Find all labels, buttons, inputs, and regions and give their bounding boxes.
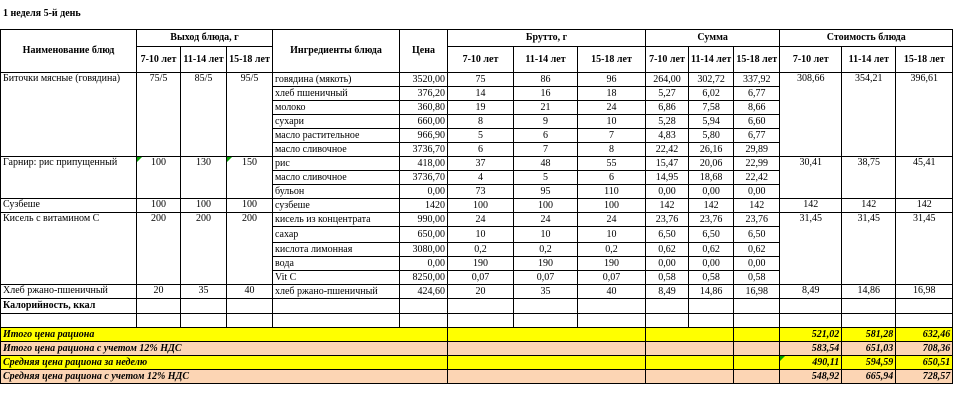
table-row [1, 213, 953, 227]
ingredient-price[interactable]: 424,60 [400, 285, 448, 299]
total-row [1, 356, 953, 370]
ingredient-sum[interactable]: 26,16 [689, 143, 734, 157]
ingredient-sum[interactable]: 6,50 [734, 227, 780, 243]
empty-cell[interactable] [448, 328, 646, 342]
empty-cell[interactable] [514, 314, 578, 328]
ingredient-brutto[interactable]: 10 [578, 115, 646, 129]
empty-cell[interactable] [646, 299, 689, 314]
ingredient-sum[interactable]: 23,76 [646, 213, 689, 227]
spacer-row [1, 314, 953, 328]
ingredient-sum[interactable]: 22,42 [734, 171, 780, 185]
ingredient-sum[interactable]: 5,27 [646, 87, 689, 101]
table-row [1, 73, 953, 87]
dish-output[interactable]: 100 [137, 157, 181, 199]
ingredient-brutto[interactable]: 6 [514, 129, 578, 143]
ingredient-brutto[interactable]: 14 [448, 87, 514, 101]
ingredient-brutto[interactable]: 5 [514, 171, 578, 185]
dish-cost[interactable]: 396,61 [896, 73, 953, 157]
empty-cell[interactable] [842, 299, 896, 314]
ingredient-price[interactable]: 418,00 [400, 157, 448, 171]
empty-cell[interactable] [273, 314, 400, 328]
empty-cell[interactable] [734, 314, 780, 328]
total-value[interactable]: 632,46 [896, 328, 953, 342]
empty-cell[interactable] [734, 342, 780, 356]
empty-cell[interactable] [734, 370, 780, 384]
ingredient-price[interactable]: 0,00 [400, 185, 448, 199]
header-row-2 [1, 47, 953, 73]
header-age-output[interactable]: 7-10 лет [137, 47, 181, 73]
empty-cell[interactable] [646, 314, 689, 328]
header-age-brutto[interactable]: 7-10 лет [448, 47, 514, 73]
ingredient-name[interactable]: хлеб ржано-пшеничный [273, 285, 400, 299]
ingredient-sum[interactable]: 8,66 [734, 101, 780, 115]
empty-cell[interactable] [734, 356, 780, 370]
header-age-cost[interactable]: 15-18 лет [896, 47, 953, 73]
ingredient-brutto[interactable]: 95 [514, 185, 578, 199]
dish-cost[interactable]: 142 [780, 199, 842, 213]
ingredient-price[interactable]: 3080,00 [400, 243, 448, 257]
ingredient-sum[interactable]: 0,62 [734, 243, 780, 257]
ingredient-sum[interactable]: 0,58 [646, 271, 689, 285]
dish-name[interactable]: Сузбеше [1, 199, 137, 213]
ingredient-sum[interactable]: 7,58 [689, 101, 734, 115]
ingredient-sum[interactable]: 0,00 [734, 257, 780, 271]
ingredient-sum[interactable]: 0,00 [646, 185, 689, 199]
ingredient-brutto[interactable]: 19 [448, 101, 514, 115]
ingredient-brutto[interactable]: 35 [514, 285, 578, 299]
total-row [1, 328, 953, 342]
ingredient-brutto[interactable]: 190 [578, 257, 646, 271]
dish-cost[interactable]: 14,86 [842, 285, 896, 299]
total-label[interactable]: Итого цена рациона с учетом 12% НДС [1, 342, 448, 356]
ingredient-sum[interactable]: 0,62 [646, 243, 689, 257]
total-value[interactable]: 651,03 [842, 342, 896, 356]
ingredient-name[interactable]: молоко [273, 101, 400, 115]
ingredient-sum[interactable]: 23,76 [689, 213, 734, 227]
ingredient-name[interactable]: вода [273, 257, 400, 271]
ingredient-brutto[interactable]: 37 [448, 157, 514, 171]
ingredient-name[interactable]: рис [273, 157, 400, 171]
price-table [0, 29, 953, 384]
ingredient-price[interactable]: 376,20 [400, 87, 448, 101]
ingredient-name[interactable]: кисель из концентрата [273, 213, 400, 227]
spreadsheet-grid[interactable] [0, 29, 953, 384]
ingredient-price[interactable]: 660,00 [400, 115, 448, 129]
empty-cell[interactable] [646, 342, 734, 356]
total-row [1, 342, 953, 356]
header-sum[interactable]: Сумма [646, 30, 780, 47]
dish-output[interactable]: 100 [181, 199, 227, 213]
ingredient-brutto[interactable]: 100 [448, 199, 514, 213]
dish-cost[interactable]: 45,41 [896, 157, 953, 199]
header-price[interactable]: Цена [400, 30, 448, 73]
dish-output[interactable]: 85/5 [181, 73, 227, 157]
ingredient-sum[interactable]: 16,98 [734, 285, 780, 299]
dish-output[interactable]: 130 [181, 157, 227, 199]
empty-cell[interactable] [137, 299, 181, 314]
dish-output[interactable]: 35 [181, 285, 227, 299]
header-row-1 [1, 30, 953, 47]
ingredient-brutto[interactable]: 75 [448, 73, 514, 87]
dish-output[interactable]: 20 [137, 285, 181, 299]
ingredient-brutto[interactable]: 4 [448, 171, 514, 185]
empty-cell[interactable] [646, 356, 734, 370]
ingredient-sum[interactable]: 6,50 [646, 227, 689, 243]
empty-cell[interactable] [896, 299, 953, 314]
total-value[interactable]: 650,51 [896, 356, 953, 370]
ingredient-brutto[interactable]: 110 [578, 185, 646, 199]
empty-cell[interactable] [273, 299, 400, 314]
ingredient-sum[interactable]: 302,72 [689, 73, 734, 87]
header-age-cost[interactable]: 11-14 лет [842, 47, 896, 73]
ingredient-brutto[interactable]: 0,2 [514, 243, 578, 257]
ingredient-brutto[interactable]: 6 [578, 171, 646, 185]
dish-output[interactable]: 75/5 [137, 73, 181, 157]
ingredient-brutto[interactable]: 10 [448, 227, 514, 243]
dish-name[interactable]: Кисель с витамином С [1, 213, 137, 285]
ingredient-brutto[interactable]: 55 [578, 157, 646, 171]
dish-cost[interactable]: 30,41 [780, 157, 842, 199]
empty-cell[interactable] [842, 314, 896, 328]
ingredient-sum[interactable]: 29,89 [734, 143, 780, 157]
ingredient-brutto[interactable]: 20 [448, 285, 514, 299]
header-dish-name[interactable]: Наименование блюд [1, 30, 137, 73]
ingredient-brutto[interactable]: 5 [448, 129, 514, 143]
ingredient-name[interactable]: бульон [273, 185, 400, 199]
dish-output[interactable]: 200 [181, 213, 227, 285]
ingredient-brutto[interactable]: 48 [514, 157, 578, 171]
table-row [1, 157, 953, 171]
ingredient-brutto[interactable]: 0,07 [448, 271, 514, 285]
empty-cell[interactable] [137, 314, 181, 328]
total-value[interactable]: 521,02 [780, 328, 842, 342]
ingredient-price[interactable]: 0,00 [400, 257, 448, 271]
ingredient-name[interactable]: сузбеше [273, 199, 400, 213]
empty-cell[interactable] [181, 314, 227, 328]
ingredient-sum[interactable]: 5,80 [689, 129, 734, 143]
header-age-brutto[interactable]: 15-18 лет [578, 47, 646, 73]
total-value[interactable]: 728,57 [896, 370, 953, 384]
empty-cell[interactable] [227, 314, 273, 328]
dish-cost[interactable]: 142 [842, 199, 896, 213]
empty-cell[interactable] [448, 370, 646, 384]
ingredient-name[interactable]: масло сливочное [273, 143, 400, 157]
ingredient-sum[interactable]: 264,00 [646, 73, 689, 87]
header-age-sum[interactable]: 15-18 лет [734, 47, 780, 73]
ingredient-sum[interactable]: 0,58 [689, 271, 734, 285]
ingredient-sum[interactable]: 6,77 [734, 87, 780, 101]
dish-cost[interactable]: 142 [896, 199, 953, 213]
ingredient-sum[interactable]: 23,76 [734, 213, 780, 227]
empty-cell[interactable] [734, 299, 780, 314]
sheet-title: 1 неделя 5-й день [3, 8, 81, 19]
ingredient-brutto[interactable]: 73 [448, 185, 514, 199]
total-value[interactable]: 708,36 [896, 342, 953, 356]
ingredient-name[interactable]: хлеб пшеничный [273, 87, 400, 101]
total-value[interactable]: 548,92 [780, 370, 842, 384]
dish-output[interactable]: 200 [227, 213, 273, 285]
ingredient-brutto[interactable]: 10 [578, 227, 646, 243]
empty-cell[interactable] [448, 299, 514, 314]
dish-output[interactable]: 40 [227, 285, 273, 299]
ingredient-brutto[interactable]: 96 [578, 73, 646, 87]
ingredient-sum[interactable]: 0,00 [689, 185, 734, 199]
ingredient-sum[interactable]: 14,95 [646, 171, 689, 185]
header-output[interactable]: Выход блюда, г [137, 30, 273, 47]
ingredient-brutto[interactable]: 190 [514, 257, 578, 271]
dish-cost[interactable]: 16,98 [896, 285, 953, 299]
empty-cell[interactable] [896, 314, 953, 328]
header-age-output[interactable]: 15-18 лет [227, 47, 273, 73]
ingredient-brutto[interactable]: 100 [514, 199, 578, 213]
table-row [1, 199, 953, 213]
empty-cell[interactable] [514, 299, 578, 314]
ingredient-sum[interactable]: 14,86 [689, 285, 734, 299]
empty-cell[interactable] [448, 342, 646, 356]
ingredient-brutto[interactable]: 100 [578, 199, 646, 213]
ingredient-name[interactable]: масло растительное [273, 129, 400, 143]
dish-cost[interactable]: 31,45 [780, 213, 842, 285]
ingredient-brutto[interactable]: 8 [578, 143, 646, 157]
ingredient-brutto[interactable]: 21 [514, 101, 578, 115]
empty-cell[interactable] [646, 370, 734, 384]
ingredient-name[interactable]: масло сливочное [273, 171, 400, 185]
empty-cell[interactable] [1, 314, 137, 328]
ingredient-brutto[interactable]: 0,07 [578, 271, 646, 285]
total-value[interactable]: 583,54 [780, 342, 842, 356]
ingredient-sum[interactable]: 4,83 [646, 129, 689, 143]
empty-cell[interactable] [400, 314, 448, 328]
header-cost[interactable]: Стоимость блюда [780, 30, 953, 47]
ingredient-sum[interactable]: 8,49 [646, 285, 689, 299]
header-age-brutto[interactable]: 11-14 лет [514, 47, 578, 73]
header-age-sum[interactable]: 11-14 лет [689, 47, 734, 73]
ingredient-brutto[interactable]: 190 [448, 257, 514, 271]
ingredient-sum[interactable]: 142 [734, 199, 780, 213]
dish-output[interactable]: 200 [137, 213, 181, 285]
ingredient-price[interactable]: 966,90 [400, 129, 448, 143]
ingredient-sum[interactable]: 15,47 [646, 157, 689, 171]
dish-cost[interactable]: 38,75 [842, 157, 896, 199]
ingredient-sum[interactable]: 5,28 [646, 115, 689, 129]
ingredient-sum[interactable]: 6,02 [689, 87, 734, 101]
ingredient-brutto[interactable]: 10 [514, 227, 578, 243]
empty-cell[interactable] [734, 328, 780, 342]
dish-name[interactable]: Гарнир: рис припущенный [1, 157, 137, 199]
dish-output[interactable]: 100 [137, 199, 181, 213]
ingredient-sum[interactable]: 6,86 [646, 101, 689, 115]
empty-cell[interactable] [227, 299, 273, 314]
ingredient-sum[interactable]: 20,06 [689, 157, 734, 171]
empty-cell[interactable] [646, 328, 734, 342]
ingredient-price[interactable]: 1420 [400, 199, 448, 213]
ingredient-price[interactable]: 3520,00 [400, 73, 448, 87]
empty-cell[interactable] [400, 299, 448, 314]
ingredient-sum[interactable]: 142 [646, 199, 689, 213]
empty-cell[interactable] [780, 299, 842, 314]
total-value[interactable]: 581,28 [842, 328, 896, 342]
ingredient-sum[interactable]: 6,77 [734, 129, 780, 143]
header-brutto[interactable]: Брутто, г [448, 30, 646, 47]
empty-cell[interactable] [448, 314, 514, 328]
dish-cost[interactable]: 308,66 [780, 73, 842, 157]
dish-output[interactable]: 95/5 [227, 73, 273, 157]
empty-cell[interactable] [780, 314, 842, 328]
empty-cell[interactable] [578, 314, 646, 328]
ingredient-name[interactable]: говядина (мякоть) [273, 73, 400, 87]
ingredient-price[interactable]: 990,00 [400, 213, 448, 227]
ingredient-sum[interactable]: 22,99 [734, 157, 780, 171]
total-value[interactable]: 490,11 [780, 356, 842, 370]
ingredient-sum[interactable]: 5,94 [689, 115, 734, 129]
table-row [1, 285, 953, 299]
ingredient-brutto[interactable]: 7 [578, 129, 646, 143]
calories-label[interactable]: Калорийность, ккал [1, 299, 137, 314]
ingredient-price[interactable]: 360,80 [400, 101, 448, 115]
ingredient-brutto[interactable]: 9 [514, 115, 578, 129]
ingredient-sum[interactable]: 18,68 [689, 171, 734, 185]
dish-cost[interactable]: 31,45 [896, 213, 953, 285]
total-value[interactable]: 665,94 [842, 370, 896, 384]
total-label[interactable]: Средняя цена рациона за неделю [1, 356, 448, 370]
header-age-output[interactable]: 11-14 лет [181, 47, 227, 73]
ingredient-price[interactable]: 3736,70 [400, 143, 448, 157]
total-value[interactable]: 594,59 [842, 356, 896, 370]
ingredient-sum[interactable]: 337,92 [734, 73, 780, 87]
calories-row [1, 299, 953, 314]
ingredient-brutto[interactable]: 0,2 [578, 243, 646, 257]
header-age-cost[interactable]: 7-10 лет [780, 47, 842, 73]
dish-cost[interactable]: 31,45 [842, 213, 896, 285]
total-row [1, 370, 953, 384]
ingredient-price[interactable]: 3736,70 [400, 171, 448, 185]
ingredient-price[interactable]: 8250,00 [400, 271, 448, 285]
ingredient-sum[interactable]: 0,62 [689, 243, 734, 257]
empty-cell[interactable] [689, 314, 734, 328]
empty-cell[interactable] [689, 299, 734, 314]
header-ingredients[interactable]: Ингредиенты блюда [273, 30, 400, 73]
dish-cost[interactable]: 8,49 [780, 285, 842, 299]
total-label[interactable]: Средняя цена рациона с учетом 12% НДС [1, 370, 448, 384]
ingredient-name[interactable]: Vit C [273, 271, 400, 285]
ingredient-brutto[interactable]: 24 [578, 213, 646, 227]
total-label[interactable]: Итого цена рациона [1, 328, 448, 342]
ingredient-brutto[interactable]: 24 [578, 101, 646, 115]
ingredient-price[interactable]: 650,00 [400, 227, 448, 243]
ingredient-brutto[interactable]: 16 [514, 87, 578, 101]
ingredient-sum[interactable]: 0,00 [646, 257, 689, 271]
ingredient-brutto[interactable]: 0,2 [448, 243, 514, 257]
ingredient-brutto[interactable]: 8 [448, 115, 514, 129]
ingredient-sum[interactable]: 142 [689, 199, 734, 213]
ingredient-brutto[interactable]: 7 [514, 143, 578, 157]
dish-output[interactable]: 150 [227, 157, 273, 199]
ingredient-sum[interactable]: 0,00 [689, 257, 734, 271]
dish-name[interactable]: Биточки мясные (говядина) [1, 73, 137, 157]
ingredient-sum[interactable]: 0,58 [734, 271, 780, 285]
ingredient-sum[interactable]: 6,50 [689, 227, 734, 243]
ingredient-brutto[interactable]: 86 [514, 73, 578, 87]
dish-output[interactable]: 100 [227, 199, 273, 213]
ingredient-brutto[interactable]: 40 [578, 285, 646, 299]
ingredient-brutto[interactable]: 24 [448, 213, 514, 227]
dish-cost[interactable]: 354,21 [842, 73, 896, 157]
ingredient-brutto[interactable]: 6 [448, 143, 514, 157]
dish-name[interactable]: Хлеб ржано-пшеничный [1, 285, 137, 299]
ingredient-sum[interactable]: 22,42 [646, 143, 689, 157]
ingredient-sum[interactable]: 6,60 [734, 115, 780, 129]
empty-cell[interactable] [578, 299, 646, 314]
ingredient-brutto[interactable]: 24 [514, 213, 578, 227]
ingredient-brutto[interactable]: 0,07 [514, 271, 578, 285]
ingredient-name[interactable]: кислота лимонная [273, 243, 400, 257]
ingredient-sum[interactable]: 0,00 [734, 185, 780, 199]
ingredient-name[interactable]: сахар [273, 227, 400, 243]
header-age-sum[interactable]: 7-10 лет [646, 47, 689, 73]
ingredient-name[interactable]: сухари [273, 115, 400, 129]
ingredient-brutto[interactable]: 18 [578, 87, 646, 101]
empty-cell[interactable] [448, 356, 646, 370]
empty-cell[interactable] [181, 299, 227, 314]
